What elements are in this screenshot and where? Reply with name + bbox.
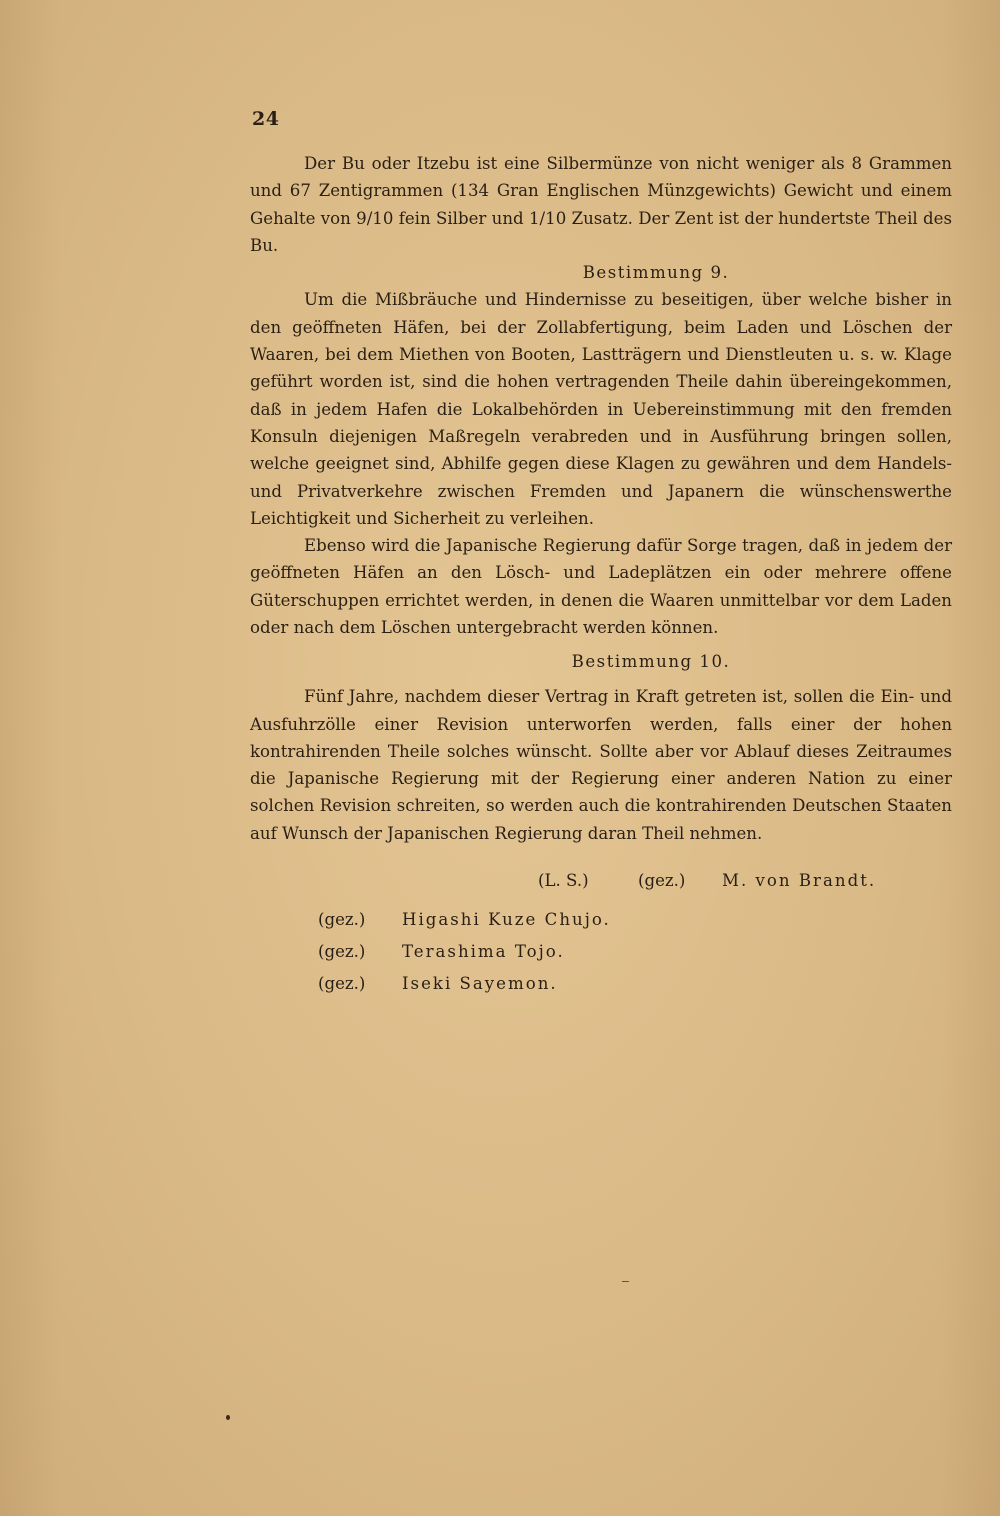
signer-higashi: Higashi Kuze Chujo. — [402, 910, 611, 929]
seal-label: (L. S.) — [538, 871, 589, 890]
ink-dash — [622, 1281, 629, 1282]
main-text — [250, 150, 952, 641]
signer-terashima: Terashima Tojo. — [402, 942, 565, 961]
gez-label-2: (gez.) — [318, 942, 366, 961]
signer-brandt: M. von Brandt. — [722, 871, 877, 890]
section-10 — [250, 648, 952, 847]
paragraph-2: Um die Mißbräuche und Hindernisse zu beseitigen, über welche bisher in den geöffneten Häfen, bei der Zollabfertigung, beim Laden und Löschen der Waaren, bei dem Miethen von Booten, Lastträgern und Dienstleuten u. s. w. Klage geführt worden ist, sind die hohen vertragenden Theile dahin übereingekommen, daß in jedem Hafen die Lokalbehörden in Uebereinstimmung mit den fremden Konsuln diejenigen Maßregeln verabreden und in Ausführung bringen sollen, welche geeignet sind, Abhilfe gegen diese Klagen zu gewähren und dem Handels- und Privatverkehre zwischen Fremden und Japanern die wünschenswerthe Leichtigkeit und Sicherheit zu verleihen. — [250, 290, 952, 528]
ink-speck — [226, 1415, 230, 1420]
signer-iseki: Iseki Sayemon. — [402, 974, 558, 993]
heading-bestimmung-10: Bestimmung 10. — [571, 652, 731, 671]
gez-label-3: (gez.) — [318, 974, 366, 993]
paragraph-4: Fünf Jahre, nachdem dieser Vertrag in Kraft getreten ist, sollen die Ein- und Ausfuhrzölle einer Revision unterworfen werden, falls einer der hohen kontrahirenden Theile solches wünscht. Sollte aber vor Ablauf dieses Zeitraumes die Japanische Regierung mit der Regierung einer anderen Nation zu einer solchen Revision schreiten, so werden auch die kontrahirenden Deutschen Staaten auf Wunsch der Japanischen Regierung daran Theil nehmen. — [250, 687, 952, 843]
paragraph-1: Der Bu oder Itzebu ist eine Silbermünze von nicht weniger als 8 Grammen und 67 Zentigrammen (134 Gran Englischen Münzgewichts) Gewicht und einem Gehalte von 9/10 fein Silber und 1/10 Zusatz. Der Zent ist der hundertste Theil des Bu. — [250, 154, 952, 255]
gez-label-1: (gez.) — [318, 910, 366, 929]
page-number: 24 — [252, 108, 280, 130]
gez-label-brandt: (gez.) — [638, 871, 686, 890]
heading-bestimmung-9: Bestimmung 9. — [582, 263, 730, 283]
paragraph-3: Ebenso wird die Japanische Regierung dafür Sorge tragen, daß in jedem der geöffneten Häfen an den Lösch- und Ladeplätzen ein oder mehrere offene Güterschuppen errichtet werden, in denen die Waaren unmittelbar vor dem Laden oder nach dem Löschen untergebracht werden können. — [250, 536, 952, 638]
